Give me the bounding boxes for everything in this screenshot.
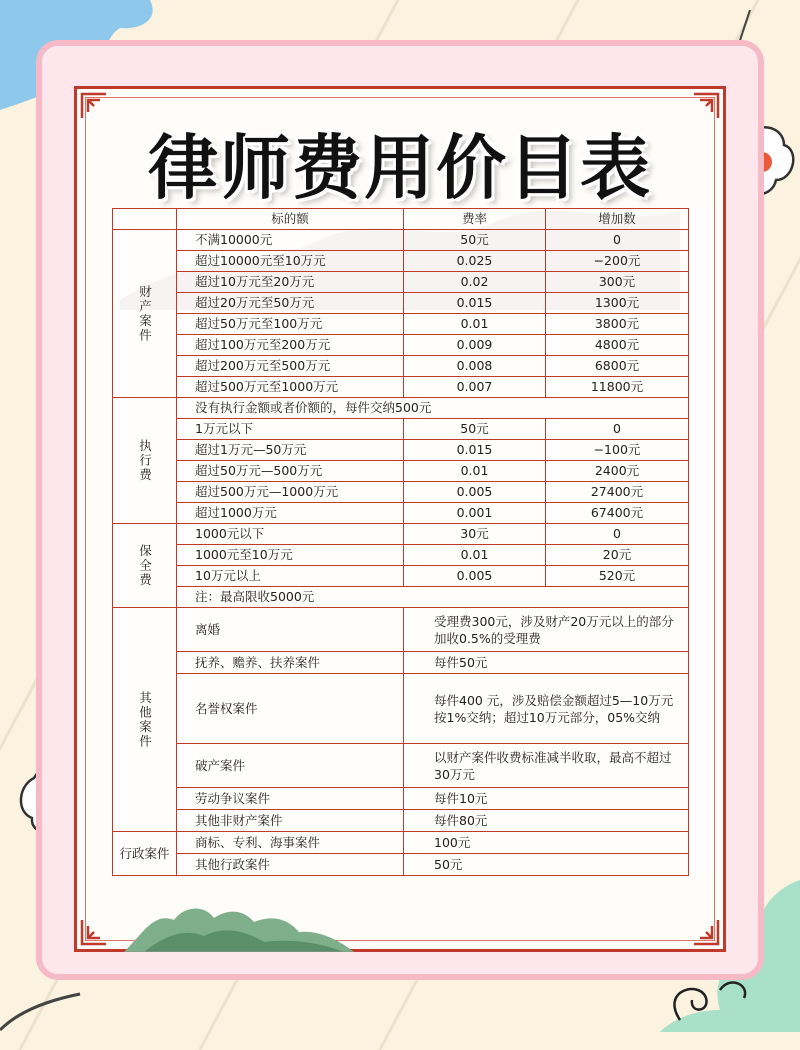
table-row — [113, 608, 689, 652]
table-row — [113, 419, 689, 440]
case-type-cell: 其他行政案件 — [177, 854, 404, 876]
amount-cell: 1000元以下 — [177, 524, 404, 545]
column-header: 标的额 — [177, 209, 404, 230]
increment-cell: 0 — [546, 524, 689, 545]
amount-cell: 超过10000元至10万元 — [177, 251, 404, 272]
fee-cell: 每件50元 — [404, 652, 689, 674]
table-row — [113, 482, 689, 503]
table-row — [113, 461, 689, 482]
rate-cell: 50元 — [404, 230, 546, 251]
ink-mountain-illustration — [124, 902, 354, 952]
admin-category-label: 行政案件 — [113, 832, 177, 876]
table-row — [113, 251, 689, 272]
table-row — [113, 545, 689, 566]
other-category-label: 其他案件 — [113, 608, 177, 832]
increment-cell: −200元 — [546, 251, 689, 272]
table-row — [113, 744, 689, 788]
fee-cell: 每件80元 — [404, 810, 689, 832]
case-type-cell: 商标、专利、海事案件 — [177, 832, 404, 854]
increment-cell: 11800元 — [546, 377, 689, 398]
fee-cell: 每件400 元，涉及赔偿金额超过5—10万元按1%交纳；超过10万元部分，05%交纳 — [404, 674, 689, 744]
table-row — [113, 335, 689, 356]
preservation-category-label: 保全费 — [113, 524, 177, 608]
table-row — [113, 293, 689, 314]
amount-cell: 超过100万元至200万元 — [177, 335, 404, 356]
increment-cell: 3800元 — [546, 314, 689, 335]
amount-cell: 超过1000万元 — [177, 503, 404, 524]
amount-cell: 10万元以上 — [177, 566, 404, 587]
rate-cell: 0.005 — [404, 482, 546, 503]
case-type-cell: 其他非财产案件 — [177, 810, 404, 832]
property-category-label: 财产案件 — [113, 230, 177, 398]
column-header: 费率 — [404, 209, 546, 230]
rate-cell: 0.025 — [404, 251, 546, 272]
table-row — [113, 356, 689, 377]
rate-cell: 50元 — [404, 419, 546, 440]
execution-note: 没有执行金额或者价额的，每件交纳500元 — [177, 398, 689, 419]
increment-cell: 300元 — [546, 272, 689, 293]
page-title: 律师费用价目表 — [148, 127, 652, 209]
table-row — [113, 832, 689, 854]
table-row — [113, 810, 689, 832]
increment-cell: 20元 — [546, 545, 689, 566]
increment-cell: 2400元 — [546, 461, 689, 482]
table-row — [113, 377, 689, 398]
rate-cell: 0.007 — [404, 377, 546, 398]
increment-cell: 0 — [546, 419, 689, 440]
amount-cell: 1万元以下 — [177, 419, 404, 440]
case-type-cell: 破产案件 — [177, 744, 404, 788]
dark-branch-decoration — [0, 990, 120, 1032]
amount-cell: 不满10000元 — [177, 230, 404, 251]
table-row — [113, 524, 689, 545]
fee-table — [112, 208, 689, 876]
table-header-row — [113, 209, 689, 230]
table-row — [113, 566, 689, 587]
fee-cell: 受理费300元，涉及财产20万元以上的部分加收0.5%的受理费 — [404, 608, 689, 652]
amount-cell: 超过200万元至500万元 — [177, 356, 404, 377]
increment-cell: −100元 — [546, 440, 689, 461]
table-row — [113, 674, 689, 744]
table-row — [113, 440, 689, 461]
table-row — [113, 587, 689, 608]
table-row — [113, 272, 689, 293]
column-header: 增加数 — [546, 209, 689, 230]
corner-ornament-icon — [692, 918, 720, 946]
table-row — [113, 398, 689, 419]
execution-category-label: 执行费 — [113, 398, 177, 524]
increment-cell: 67400元 — [546, 503, 689, 524]
case-type-cell: 离婚 — [177, 608, 404, 652]
table-row — [113, 854, 689, 876]
amount-cell: 1000元至10万元 — [177, 545, 404, 566]
table-row — [113, 314, 689, 335]
rate-cell: 0.001 — [404, 503, 546, 524]
increment-cell: 27400元 — [546, 482, 689, 503]
table-row — [113, 788, 689, 810]
rate-cell: 0.01 — [404, 314, 546, 335]
table-row — [113, 652, 689, 674]
amount-cell: 超过500万元—1000万元 — [177, 482, 404, 503]
case-type-cell: 抚养、赡养、扶养案件 — [177, 652, 404, 674]
fee-cell: 以财产案件收费标准减半收取，最高不超过30万元 — [404, 744, 689, 788]
amount-cell: 超过50万元—500万元 — [177, 461, 404, 482]
rate-cell: 30元 — [404, 524, 546, 545]
increment-cell: 4800元 — [546, 335, 689, 356]
amount-cell: 超过50万元至100万元 — [177, 314, 404, 335]
preservation-note: 注：最高限收5000元 — [177, 587, 689, 608]
increment-cell: 0 — [546, 230, 689, 251]
rate-cell: 0.01 — [404, 461, 546, 482]
amount-cell: 超过20万元至50万元 — [177, 293, 404, 314]
amount-cell: 超过500万元至1000万元 — [177, 377, 404, 398]
amount-cell: 超过1万元—50万元 — [177, 440, 404, 461]
increment-cell: 6800元 — [546, 356, 689, 377]
fee-cell: 50元 — [404, 854, 689, 876]
rate-cell: 0.015 — [404, 440, 546, 461]
increment-cell: 1300元 — [546, 293, 689, 314]
rate-cell: 0.015 — [404, 293, 546, 314]
rate-cell: 0.008 — [404, 356, 546, 377]
fee-cell: 100元 — [404, 832, 689, 854]
amount-cell: 超过10万元至20万元 — [177, 272, 404, 293]
rate-cell: 0.009 — [404, 335, 546, 356]
increment-cell: 520元 — [546, 566, 689, 587]
corner-ornament-icon — [80, 918, 108, 946]
table-row — [113, 503, 689, 524]
case-type-cell: 劳动争议案件 — [177, 788, 404, 810]
case-type-cell: 名誉权案件 — [177, 674, 404, 744]
table-row — [113, 230, 689, 251]
rate-cell: 0.01 — [404, 545, 546, 566]
rate-cell: 0.005 — [404, 566, 546, 587]
rate-cell: 0.02 — [404, 272, 546, 293]
category-header-cell — [113, 209, 177, 230]
fee-cell: 每件10元 — [404, 788, 689, 810]
